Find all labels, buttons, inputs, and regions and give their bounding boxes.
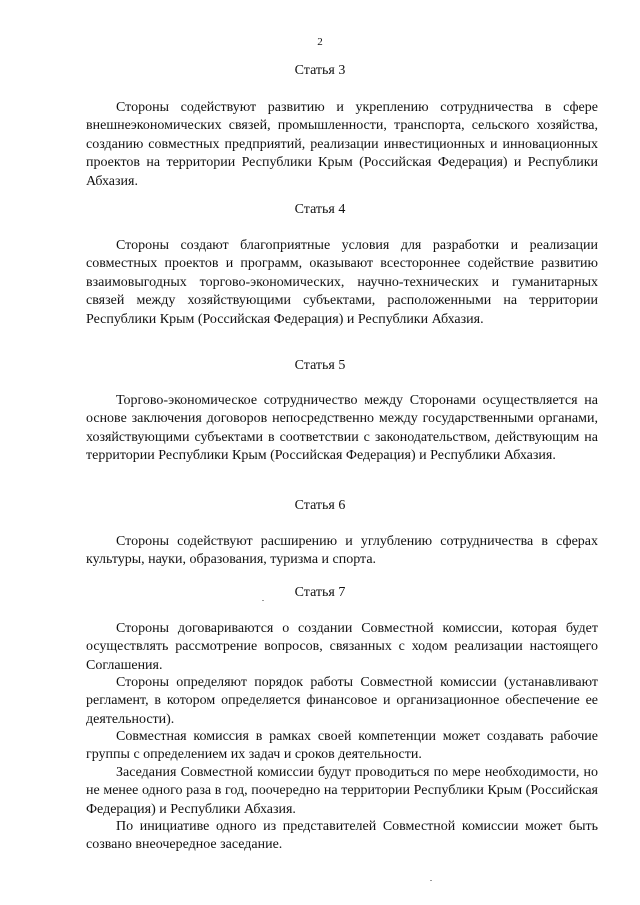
article-5-title: Статья 5 — [294, 358, 346, 373]
article-7-title: Статья 7 — [294, 585, 346, 600]
article-4-title: Статья 4 — [294, 202, 346, 217]
article-6-title: Статья 6 — [294, 498, 346, 513]
article-7-paragraph-5: По инициативе одного из представителей Совместной комиссии может быть созвано внеочередное заседание. — [86, 819, 598, 853]
article-4-paragraph-1: Стороны создают благоприятные условия для разработки и реализации совместных проектов и программ, оказывают всестороннее содействие развитию взаимовыгодных торгово-экономических, научно-технических и гуманитарных связей между хозяйствующими субъектами, расположенными на территории Республики Крым (Российская Федерация) и Республики Абхазия. — [86, 238, 598, 327]
article-7-paragraph-2: Стороны определяют порядок работы Совместной комиссии (устанавливают регламент, в котором определяется финансовое и организационное обеспечение ее деятельности). — [86, 675, 598, 727]
article-7-paragraph-4: Заседания Совместной комиссии будут проводиться по мере необходимости, но не менее одного раза в год, поочередно на территории Республики Крым (Российская Федерация) и Республики Абхазия. — [86, 765, 598, 817]
scan-speck — [262, 600, 264, 601]
article-6-paragraph-1: Стороны содействуют расширению и углублению сотрудничества в сферах культуры, науки, образования, туризма и спорта. — [86, 534, 598, 568]
article-3-paragraph-1: Стороны содействуют развитию и укреплению сотрудничества в сфере внешнеэкономических связей, промышленности, транспорта, сельского хозяйства, созданию совместных предприятий, реализации инвестиционных и инновационных проектов на территории Республики Крым (Российская Федерация) и Республики Абхазия. — [86, 100, 598, 189]
article-5-paragraph-1: Торгово-экономическое сотрудничество между Сторонами осуществляется на основе заключения договоров непосредственно между государственными органами, хозяйствующими субъектами в соответствии с законодательством, действующим на территории Республики Крым (Российская Федерация) и Республики Абхазия. — [86, 393, 598, 464]
scan-speck — [430, 880, 432, 881]
article-7-paragraph-1: Стороны договариваются о создании Совместной комиссии, которая будет осуществлять рассмотрение вопросов, связанных с ходом реализации настоящего Соглашения. — [86, 621, 598, 673]
article-3-title: Статья 3 — [294, 63, 346, 78]
page-number: 2 — [317, 36, 323, 48]
article-7-paragraph-3: Совместная комиссия в рамках своей компетенции может создавать рабочие группы с определением их задач и сроков деятельности. — [86, 729, 598, 763]
